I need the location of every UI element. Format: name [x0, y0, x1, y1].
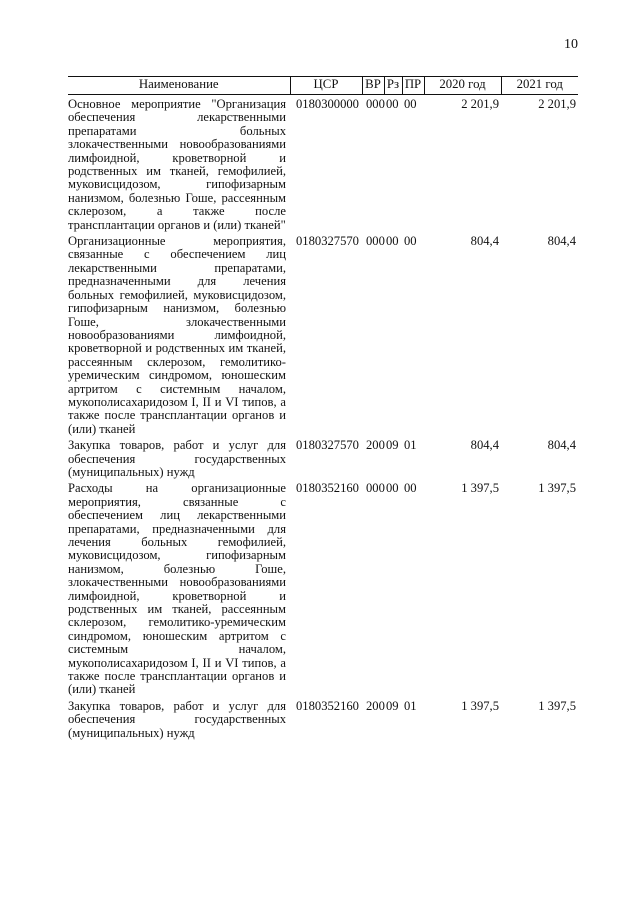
- header-2021: 2021 год: [501, 77, 578, 95]
- row-2020: 804,4: [470, 234, 499, 249]
- row-2021: 1 397,5: [538, 481, 576, 496]
- row-rz: 00: [386, 234, 399, 249]
- page-number: 10: [564, 37, 578, 52]
- header-name: Наименование: [68, 77, 290, 95]
- row-vr: 200: [366, 438, 385, 453]
- row-csr: 0180327570: [296, 438, 359, 453]
- row-2021: 1 397,5: [538, 698, 576, 713]
- table-row: [68, 95, 578, 233]
- row-2020: 2 201,9: [461, 97, 499, 111]
- row-pr: 00: [404, 234, 417, 249]
- row-2020: 1 397,5: [461, 481, 499, 496]
- row-pr: 00: [404, 481, 417, 496]
- budget-table: [68, 76, 578, 740]
- row-name: Закупка товаров, работ и услуг для обеспечения государственных (муниципальных) нужд: [68, 438, 286, 479]
- row-name: Закупка товаров, работ и услуг для обеспечения государственных (муниципальных) нужд: [68, 698, 286, 740]
- row-csr: 0180300000: [296, 97, 359, 111]
- row-name: Организационные мероприятия, связанные с обеспечением лиц лекарственными препаратами, предназначенными для лечения больных гемофилией, муковисцидозом, гипофизарным нанизмом, болезнью Гоше, злокачественными новообразованиями лимфоидной, кроветворной и родственных им тканей, рассеянным склерозом, гемолитико-уремическим синдромом, юношеским артритом с системным началом, мукополисахаридозом I, II и VI типов, а также после трансплантации органов и (или) тканей: [68, 234, 286, 436]
- table-row: [68, 479, 578, 697]
- table-row: [68, 232, 578, 436]
- row-pr: 01: [404, 438, 417, 453]
- row-csr: 0180352160: [296, 481, 359, 496]
- row-pr: 00: [404, 97, 417, 111]
- row-rz: 00: [386, 97, 399, 111]
- row-pr: 01: [404, 698, 417, 713]
- row-rz: 00: [386, 481, 399, 496]
- row-vr: 200: [366, 698, 385, 713]
- header-pr: ПР: [402, 77, 424, 95]
- row-csr: 0180327570: [296, 234, 359, 249]
- row-csr: 0180352160: [296, 698, 359, 713]
- row-2020: 1 397,5: [461, 698, 499, 713]
- table-row: [68, 436, 578, 479]
- row-vr: 000: [366, 97, 385, 111]
- row-name: Основное мероприятие "Организация обеспечения лекарственными препаратами больных злокачественными новообразованиями лимфоидной, кроветворной и родственных им тканей, гемофилией, муковисцидозом, гипофизарным нанизмом, болезнью Гоше, рассеянным склерозом, а также после трансплантации органов и (или) тканей": [68, 97, 286, 232]
- row-2021: 804,4: [547, 438, 576, 453]
- header-2020: 2020 год: [424, 77, 501, 95]
- header-rz: Рз: [384, 77, 402, 95]
- row-2021: 2 201,9: [538, 97, 576, 111]
- row-2021: 804,4: [547, 234, 576, 249]
- row-rz: 09: [386, 438, 399, 453]
- header-csr: ЦСР: [290, 77, 362, 95]
- table-header: [68, 77, 578, 95]
- row-vr: 000: [366, 481, 385, 496]
- header-vr: ВР: [362, 77, 384, 95]
- row-vr: 000: [366, 234, 385, 249]
- row-name: Расходы на организационные мероприятия, связанные с обеспечением лиц лекарственными препаратами, предназначенными для лечения больных гемофилией, муковисцидозом, гипофизарным нанизмом, болезнью Гоше, злокачественными новообразованиями лимфоидной, кроветворной и родственных им тканей, рассеянным склерозом, гемолитико-уремическим синдромом, юношеским артритом с системным началом, мукополисахаридозом I, II и VI типов, а также после трансплантации органов и (или) тканей: [68, 481, 286, 697]
- row-rz: 09: [386, 698, 399, 713]
- row-2020: 804,4: [470, 438, 499, 453]
- table-row: [68, 697, 578, 740]
